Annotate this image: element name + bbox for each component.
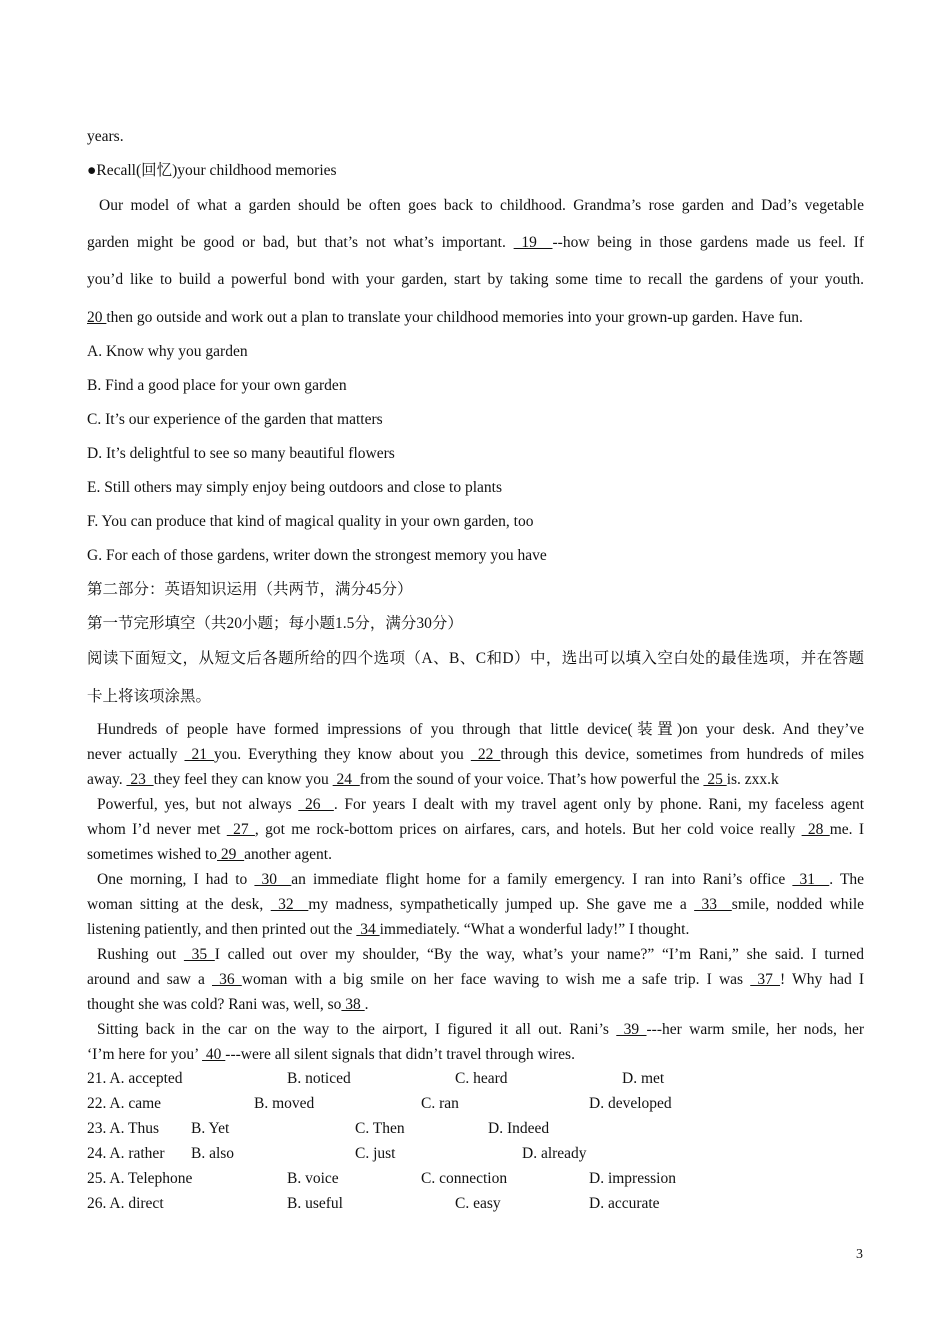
part-two-section-one: 第一节完形填空（共20小题；每小题1.5分，满分30分） — [87, 615, 463, 632]
blank-27: 27 — [226, 821, 255, 838]
blank-33: 33 — [694, 896, 732, 913]
instruction-line-1: 阅读下面短文，从短文后各题所给的四个选项（A、B、C和D）中，选出可以填入空白处的最佳选项，并在答题 — [87, 650, 864, 667]
garden-line-3: you’d like to build a powerful bond with your garden, start by taking some time to recall the gardens of your youth. — [87, 271, 864, 288]
cloze-p1-line3: away. 23 they feel they can know you 24 from the sound of your voice. That’s how powerful the 25 is. zxx.k — [87, 771, 779, 788]
cloze-p2-line1: Powerful, yes, but not always 26 . For years I dealt with my travel agent only by phone. Rani, my faceless agent — [97, 796, 865, 813]
page-number: 3 — [856, 1247, 863, 1262]
section-heading: ●Recall(回忆)your childhood memories — [87, 162, 337, 179]
question-24: 24. A. rather B. also C. just D. already — [87, 1145, 587, 1162]
cloze-p3-line2: woman sitting at the desk, 32 my madness, sympathetically jumped up. She gave me a 33 smile, nodded while — [87, 896, 865, 913]
option-a: A. Know why you garden — [87, 343, 248, 360]
garden-line-1: Our model of what a garden should be often goes back to childhood. Grandma’s rose garden and Dad’s vegetable — [99, 197, 864, 214]
option-b: B. Find a good place for your own garden — [87, 377, 347, 394]
blank-40: 40 — [202, 1046, 226, 1063]
option-f: F. You can produce that kind of magical quality in your own garden, too — [87, 513, 534, 530]
garden-line-2: garden might be good or bad, but that’s not what’s important. 19 --how being in those gardens made us feel. If — [87, 234, 865, 251]
cloze-p3-line1: One morning, I had to 30 an immediate flight home for a family emergency. I ran into Rani’s office 31 . The — [97, 871, 865, 888]
blank-24: 24 — [332, 771, 360, 788]
option-g: G. For each of those gardens, writer down the strongest memory you have — [87, 547, 547, 564]
blank-28: 28 — [801, 821, 830, 838]
cloze-p5-line2: ‘I’m here for you’ 40 ---were all silent signals that didn’t travel through wires. — [87, 1046, 575, 1063]
cloze-p1-line2: never actually 21 you. Everything they know about you 22 through this device, sometimes from hundreds of miles — [87, 746, 864, 763]
blank-30: 30 — [254, 871, 292, 888]
blank-25: 25 — [703, 771, 727, 788]
cloze-p2-line3: sometimes wished to 29 another agent. — [87, 846, 332, 863]
cloze-p2-line2: whom I’d never met 27 , got me rock-bottom prices on airfares, cars, and hotels. But her cold voice really 28 me. I — [87, 821, 865, 838]
intro-line: years. — [87, 128, 124, 145]
cloze-p3-line3: listening patiently, and then printed out the 34 immediately. “What a wonderful lady!” I thought. — [87, 921, 690, 938]
question-21: 21. A. accepted B. noticed C. heard D. met — [87, 1070, 665, 1087]
blank-38: 38 — [341, 996, 365, 1013]
blank-37: 37 — [750, 971, 781, 988]
question-25: 25. A. Telephone B. voice C. connection D. impression — [87, 1170, 676, 1187]
question-23: 23. A. Thus B. Yet C. Then D. Indeed — [87, 1120, 550, 1137]
blank-26: 26 — [298, 796, 334, 813]
blank-31: 31 — [792, 871, 830, 888]
question-22: 22. A. came B. moved C. ran D. developed — [87, 1095, 672, 1112]
document-page — [87, 0, 864, 1344]
part-two-heading: 第二部分：英语知识运用（共两节，满分45分） — [87, 581, 413, 598]
question-26: 26. A. direct B. useful C. easy D. accurate — [87, 1195, 660, 1212]
option-d: D. It’s delightful to see so many beautiful flowers — [87, 445, 395, 462]
blank-35: 35 — [183, 946, 215, 963]
blank-19: 19 — [513, 234, 553, 251]
blank-39: 39 — [616, 1021, 647, 1038]
cloze-p4-line2: around and saw a 36 woman with a big smile on her face waving to wish me a safe trip. I was 37 ! Why had I — [87, 971, 865, 988]
blank-21: 21 — [184, 746, 214, 763]
blank-29: 29 — [217, 846, 245, 863]
option-c: C. It’s our experience of the garden that matters — [87, 411, 383, 428]
cloze-p1-line1: Hundreds of people have formed impressions of you through that little device(装置)on your desk. And they’ve — [97, 721, 864, 738]
cloze-p4-line1: Rushing out 35 I called out over my shoulder, “By the way, what’s your name?” “I’m Rani,” she said. I turned — [97, 946, 865, 963]
cloze-p5-line1: Sitting back in the car on the way to the airport, I figured it all out. Rani’s 39 ---her warm smile, her nods, her — [97, 1021, 865, 1038]
instruction-line-2: 卡上将该项涂黑。 — [87, 688, 212, 705]
garden-line-4: 20 then go outside and work out a plan to translate your childhood memories into your grown-up garden. Have fun. — [87, 309, 803, 326]
option-e: E. Still others may simply enjoy being outdoors and close to plants — [87, 479, 503, 496]
blank-36: 36 — [212, 971, 242, 988]
blank-23: 23 — [126, 771, 154, 788]
blank-32: 32 — [270, 896, 309, 913]
blank-22: 22 — [470, 746, 501, 763]
blank-34: 34 — [356, 921, 380, 938]
blank-20: 20 — [87, 309, 107, 326]
cloze-p4-line3: thought she was cold? Rani was, well, so 38 . — [87, 996, 369, 1013]
